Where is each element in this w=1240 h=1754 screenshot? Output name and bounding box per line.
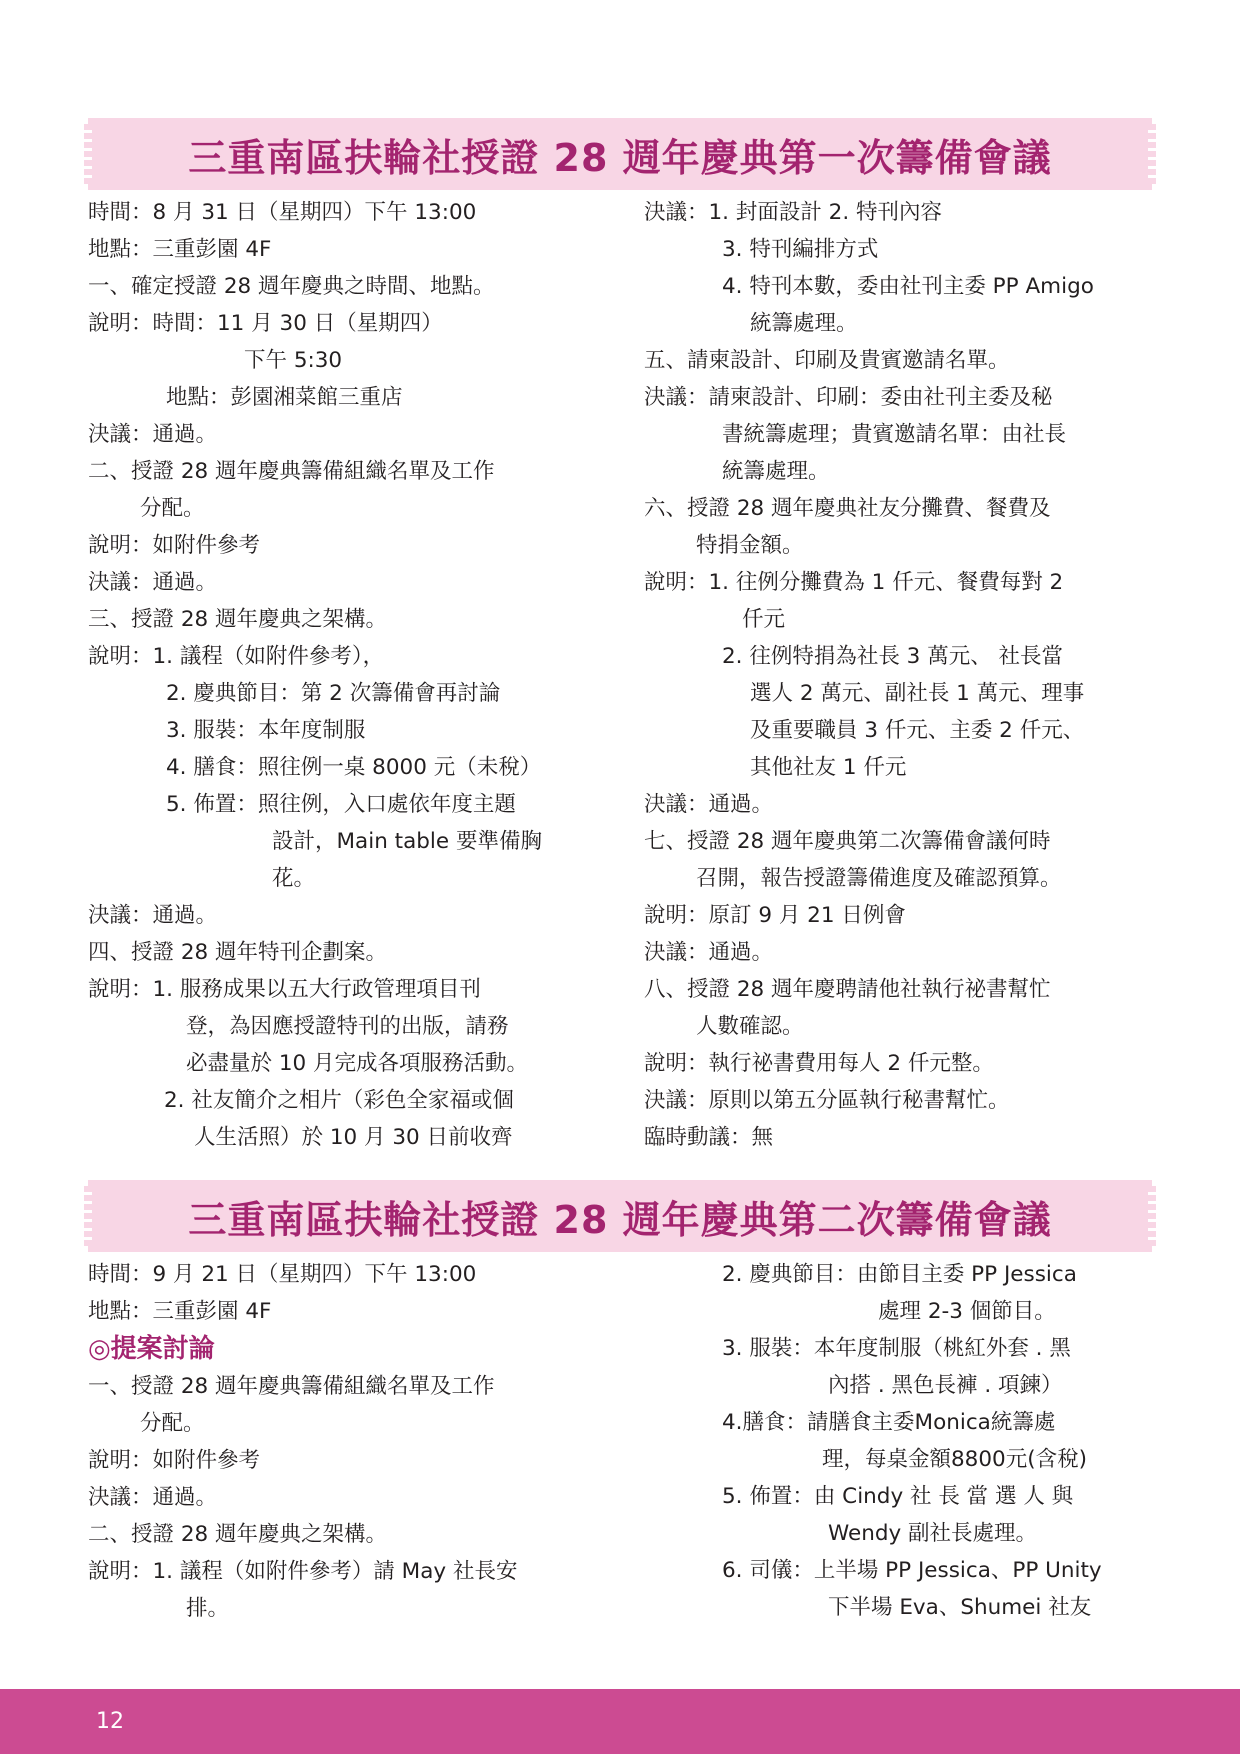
meeting1-item-2: 二、授證 28 週年慶典籌備組織名單及工作 — [88, 459, 495, 484]
meeting2-item-1: 一、授證 28 週年慶典籌備組織名單及工作 — [88, 1374, 495, 1399]
meeting1-text: 下午 5:30 — [244, 348, 343, 373]
meeting1-text: 召開，報告授證籌備進度及確認預算。 — [696, 866, 1062, 891]
meeting1-item-7: 七、授證 28 週年慶典第二次籌備會議何時 — [644, 829, 1051, 854]
meeting1-text: 特捐金額。 — [696, 533, 804, 558]
meeting1-text: 說明：1. 議程（如附件參考）， — [88, 644, 385, 669]
meeting1-text: 說明：執行祕書費用每人 2 仟元整。 — [644, 1051, 994, 1076]
meeting1-time: 時間：8 月 31 日（星期四）下午 13:00 — [88, 200, 477, 225]
meeting1-text: 統籌處理。 — [722, 459, 830, 484]
meeting1-text: 3. 特刊編排方式 — [722, 237, 879, 262]
meeting1-text: 必盡量於 10 月完成各項服務活動。 — [186, 1051, 529, 1076]
meeting2-text: 排。 — [186, 1596, 230, 1621]
meeting1-item-8: 八、授證 28 週年慶聘請他社執行祕書幫忙 — [644, 977, 1051, 1002]
meeting1-location: 地點：三重彭園 4F — [88, 237, 272, 262]
meeting1-text: 登，為因應授證特刊的出版，請務 — [186, 1014, 509, 1039]
meeting2-title: 三重南區扶輪社授證 28 週年慶典第二次籌備會議 — [188, 1197, 1052, 1242]
meeting1-text: 2. 往例特捐為社長 3 萬元、 社長當 — [722, 644, 1064, 669]
page-number: 12 — [96, 1709, 124, 1734]
meeting1-text: 仟元 — [742, 607, 786, 632]
meeting2-resolution: 決議：通過。 — [88, 1485, 218, 1510]
meeting1-item-1: 一、確定授證 28 週年慶典之時間、地點。 — [88, 274, 495, 299]
meeting1-text: 說明：原訂 9 月 21 日例會 — [644, 903, 906, 928]
meeting1-item-4: 四、授證 28 週年特刊企劃案。 — [88, 940, 388, 965]
meeting1-text: 說明：1. 服務成果以五大行政管理項目刊 — [88, 977, 481, 1002]
meeting2-text: 2. 慶典節目：由節目主委 PP Jessica — [722, 1262, 1077, 1287]
meeting2-text: 說明：1. 議程（如附件參考）請 May 社長安 — [88, 1559, 518, 1584]
meeting2-text: 5. 佈置：由 Cindy 社 長 當 選 人 與 — [722, 1484, 1074, 1509]
meeting1-text: 及重要職員 3 仟元、主委 2 仟元、 — [750, 718, 1085, 743]
meeting1-resolution: 決議：原則以第五分區執行秘書幫忙。 — [644, 1088, 1010, 1113]
page-footer — [0, 1689, 1240, 1754]
meeting2-title-banner — [88, 1180, 1152, 1252]
meeting1-text: 2. 社友簡介之相片（彩色全家福或個 — [164, 1088, 514, 1113]
meeting1-item-3: 三、授證 28 週年慶典之架構。 — [88, 607, 388, 632]
meeting2-text: 說明：如附件參考 — [88, 1448, 261, 1473]
meeting2-text: 分配。 — [140, 1411, 205, 1436]
meeting2-text: 4.膳食：請膳食主委Monica統籌處 — [722, 1410, 1056, 1435]
meeting1-text: 人數確認。 — [696, 1014, 804, 1039]
meeting1-text: 設計，Main table 要準備胸 — [272, 829, 542, 854]
meeting2-text: 3. 服裝：本年度制服（桃紅外套 . 黑 — [722, 1336, 1071, 1361]
meeting1-title-banner — [88, 118, 1152, 190]
meeting2-text: Wendy 副社長處理。 — [828, 1521, 1038, 1546]
meeting2-text: 理，每桌金額8800元(含稅) — [822, 1447, 1087, 1472]
meeting2-time: 時間：9 月 21 日（星期四）下午 13:00 — [88, 1262, 477, 1287]
meeting1-text: 說明：時間：11 月 30 日（星期四） — [88, 311, 443, 336]
meeting1-text: 書統籌處理；貴賓邀請名單：由社長 — [722, 422, 1067, 447]
meeting1-item-5: 五、請柬設計、印刷及貴賓邀請名單。 — [644, 348, 1010, 373]
meeting1-text: 其他社友 1 仟元 — [750, 755, 907, 780]
meeting1-resolution: 決議：1. 封面設計 2. 特刊內容 — [644, 200, 943, 225]
meeting1-text: 2. 慶典節目：第 2 次籌備會再討論 — [166, 681, 501, 706]
meeting1-resolution: 決議：通過。 — [644, 792, 774, 817]
meeting2-item-2: 二、授證 28 週年慶典之架構。 — [88, 1522, 388, 1547]
meeting2-text: 內搭 . 黑色長褲 . 項鍊） — [828, 1373, 1063, 1398]
meeting1-extempore-motion: 臨時動議：無 — [644, 1125, 774, 1150]
meeting1-text: 統籌處理。 — [750, 311, 858, 336]
meeting1-resolution: 決議：通過。 — [88, 903, 218, 928]
meeting1-title: 三重南區扶輪社授證 28 週年慶典第一次籌備會議 — [188, 135, 1052, 180]
meeting2-text: 下半場 Eva、Shumei 社友 — [828, 1595, 1092, 1620]
meeting1-text: 地點：彭園湘菜館三重店 — [166, 385, 403, 410]
meeting1-text: 3. 服裝：本年度制服 — [166, 718, 366, 743]
meeting1-text: 花。 — [272, 866, 316, 891]
meeting2-location: 地點：三重彭園 4F — [88, 1299, 272, 1324]
meeting1-text: 4. 特刊本數，委由社刊主委 PP Amigo — [722, 274, 1094, 299]
meeting1-resolution: 決議：請柬設計、印刷：委由社刊主委及秘 — [644, 385, 1053, 410]
meeting2-text: 處理 2-3 個節目。 — [878, 1299, 1056, 1324]
meeting1-item-6: 六、授證 28 週年慶典社友分攤費、餐費及 — [644, 496, 1051, 521]
meeting1-resolution: 決議：通過。 — [644, 940, 774, 965]
meeting1-resolution: 決議：通過。 — [88, 422, 218, 447]
meeting2-subheading: ◎提案討論 — [88, 1334, 215, 1364]
meeting1-text: 4. 膳食：照往例一桌 8000 元（未稅） — [166, 755, 542, 780]
meeting1-text: 說明：1. 往例分攤費為 1 仟元、餐費每對 2 — [644, 570, 1064, 595]
meeting2-text: 6. 司儀：上半場 PP Jessica、PP Unity — [722, 1558, 1102, 1583]
meeting1-text: 分配。 — [140, 496, 205, 521]
meeting1-text: 人生活照）於 10 月 30 日前收齊 — [194, 1125, 513, 1150]
meeting1-text: 說明：如附件參考 — [88, 533, 261, 558]
meeting1-resolution: 決議：通過。 — [88, 570, 218, 595]
meeting1-text: 5. 佈置：照往例，入口處依年度主題 — [166, 792, 516, 817]
meeting1-text: 選人 2 萬元、副社長 1 萬元、理事 — [750, 681, 1085, 706]
